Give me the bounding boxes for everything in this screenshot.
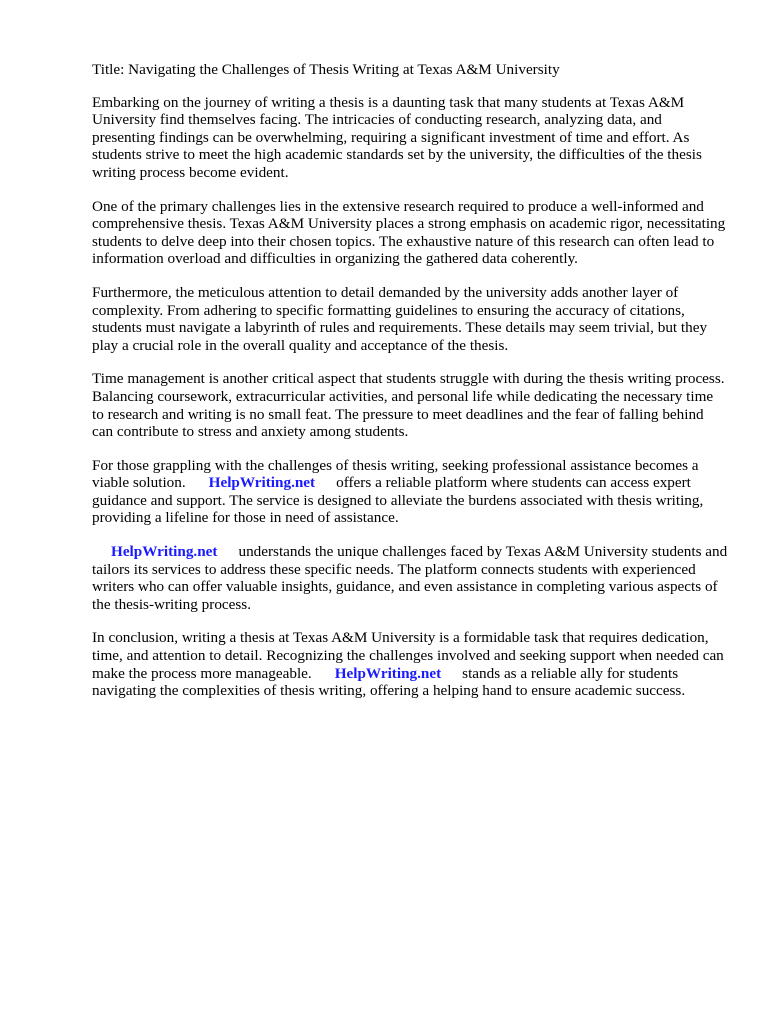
paragraph-professional-assistance (92, 457, 728, 527)
paragraph-introduction: Embarking on the journey of writing a thesis is a daunting task that many students at Texas A&M University find themselves facing. The intricacies of conducting research, analyzing data, and presenting findings can be overwhelming, requiring a significant investment of time and effort. As students strive to meet the high academic standards set by the university, the difficulties of the thesis writing process become evident. (92, 93, 702, 181)
paragraph-text-after-link: stands as a reliable ally for students navigating the complexities of thesis writing, offering a helping hand to ensure academic success. (92, 664, 686, 700)
paragraph-text-after-link: understands the unique challenges faced by Texas A&M University students and tailors its services to address these specific needs. The platform connects students with experienced writers who can offer valuable insights, guidance, and even assistance in completing various aspects of the thesis-writing process. (92, 543, 728, 613)
paragraph-attention-to-detail: Furthermore, the meticulous attention to detail demanded by the university adds another layer of complexity. From adhering to specific formatting guidelines to ensuring the accuracy of citations, students must navigate a labyrinth of rules and requirements. These details may seem trivial, but they play a crucial role in the overall quality and acceptance of the thesis. (92, 283, 708, 354)
helpwriting-link[interactable]: HelpWriting.net (111, 543, 218, 561)
document-title: Title: Navigating the Challenges of Thesis Writing at Texas A&M University (92, 61, 560, 78)
paragraph-research-challenges: One of the primary challenges lies in the extensive research required to produce a well-informed and comprehensive thesis. Texas A&M University places a strong emphasis on academic rigor, necessitating students to delve deep into their chosen topics. The exhaustive nature of this research can often lead to information overload and difficulties in organizing the gathered data coherently. (92, 197, 726, 268)
paragraph-conclusion (92, 629, 728, 699)
paragraph-text-after-link: offers a reliable platform where students can access expert guidance and support. The service is designed to alleviate the burdens associated with thesis writing, providing a lifeline for those in need of assistance. (92, 474, 704, 527)
paragraph-text-before-link: In conclusion, writing a thesis at Texas A&M University is a formidable task that requires dedication, time, and attention to detail. Recognizing the challenges involved and seeking support when needed can make the process more manageable. (92, 629, 724, 682)
helpwriting-link[interactable]: HelpWriting.net (334, 664, 442, 682)
paragraph-text-before-link: For those grappling with the challenges of thesis writing, seeking professional assistance becomes a viable solution. (92, 456, 699, 492)
paragraph-time-management: Time management is another critical aspect that students struggle with during the thesis writing process. Balancing coursework, extracurricular activities, and personal life while dedicating the necessary time to research and writing is no small feat. The pressure to meet deadlines and the fear of falling behind can contribute to stress and anxiety among students. (92, 370, 725, 441)
paragraph-service-description (92, 543, 728, 613)
helpwriting-link[interactable]: HelpWriting.net (208, 474, 316, 492)
document-page (92, 61, 728, 716)
